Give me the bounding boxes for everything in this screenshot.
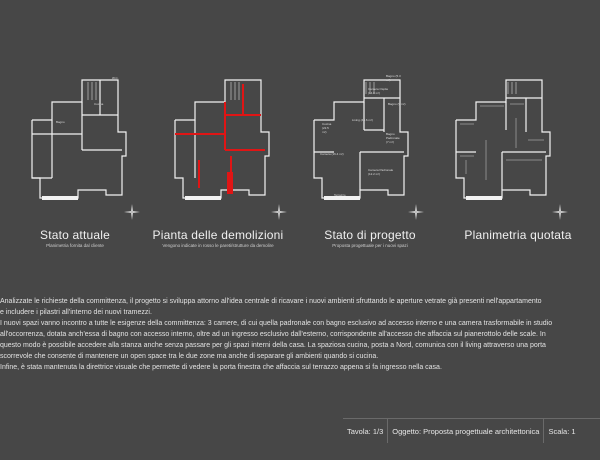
plan-caption: Planimetria fornita dal cliente	[46, 243, 104, 248]
description-line: questo modo è possibile accedere alla stanza anche senza passare per gli spazi interni della casa. La spaziosa cucina, posta a Nord, comunica con il living attraverso una porta	[0, 342, 546, 349]
description-line: scorrevole che consente di mantenere un open space tra le due zone ma anche di separare gli ambienti quando si cucina.	[0, 353, 379, 360]
plan-title: Pianta delle demolizioni	[152, 228, 284, 242]
plan-caption: Proposta progettuale per i nuovi spazi	[332, 243, 408, 248]
compass-rose-icon	[552, 204, 568, 220]
room-label: Bagno	[56, 120, 65, 124]
scala-field: Scala: 1	[543, 419, 579, 443]
floorplan-quotata	[446, 60, 556, 220]
description-line: I nuovi spazi vanno incontro a tutte le esigenze della committenza: 3 camere, di cui quella padronale con bagno esclusivo ad accesso interno e una camera trasformabile in studio	[0, 320, 553, 327]
plan-title: Stato di progetto	[324, 228, 416, 242]
floorplan-drawing	[165, 60, 275, 220]
floorplan-stato-progetto	[304, 60, 414, 220]
description-line: Infine, è stata mantenuta la direttrice visuale che permette di vedere la porta finestra che affaccia sul terrazzo appena si fa ingresso nella casa.	[0, 364, 442, 371]
description-line: all'occorrenza, dotata anch'essa di bagno con accesso interno, oltre ad un ingresso esclusivo dall'esterno, corrispondente all'accesso che affaccia sul pianerottolo delle scale. In	[0, 331, 546, 338]
room-label: Camera Ospite (14.0 m²)	[368, 87, 389, 95]
room-label: Living (44.6 m²)	[352, 118, 373, 122]
room-label: Terrazzo	[334, 193, 346, 197]
oggetto-field: Oggetto: Proposta progettuale architettonica	[387, 419, 543, 443]
floorplan-drawing	[22, 60, 132, 220]
room-label: Camera Padronale (12.2 m²)	[368, 168, 394, 176]
room-label: Bagno (5.3 m²)	[386, 74, 401, 82]
room-label: Bagno (9 m²)	[388, 102, 406, 106]
room-label: Bagno Padronale (7 m²)	[386, 132, 400, 144]
floorplan-demolizioni	[165, 60, 275, 220]
description-line: Analizzate le richieste della committenza, il progetto si sviluppa attorno all'idea centrale di ricavare i nuovi ambienti sfruttando le aperture vetrate già presenti nell'appartamento	[0, 298, 542, 305]
tavola-field: Tavola: 1/3	[347, 426, 384, 436]
room-label: W.C.	[112, 76, 119, 80]
description-line: e includere i pilastri all'interno dei nuovi tramezzi.	[0, 309, 152, 316]
floorplan-drawing	[446, 60, 556, 220]
compass-rose-icon	[271, 204, 287, 220]
room-label: Cucina (22.5 m²)	[322, 122, 332, 134]
plan-title: Stato attuale	[40, 228, 110, 242]
room-label: Cucina	[94, 102, 104, 106]
compass-rose-icon	[124, 204, 140, 220]
room-label: Camera (16.4 m²)	[320, 152, 344, 156]
compass-rose-icon	[408, 204, 424, 220]
title-block	[343, 418, 600, 443]
floorplan-stato-attuale	[22, 60, 132, 220]
project-description	[0, 296, 600, 373]
plan-title: Planimetria quotata	[464, 228, 572, 242]
plan-caption: Vengono indicate in rosso le pareti/strutture da demolire	[162, 243, 274, 248]
